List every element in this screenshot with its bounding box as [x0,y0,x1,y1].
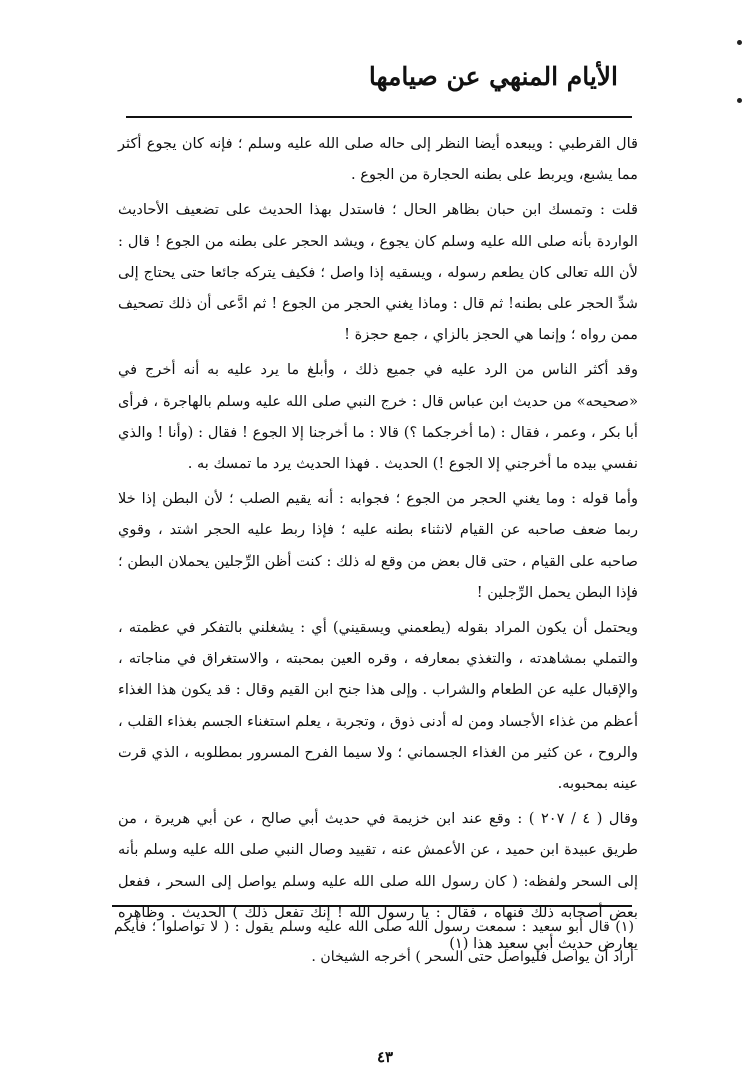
paragraph: قلت : وتمسك ابن حبان بظاهر الحال ؛ فاستدل بهذا الحديث على تضعيف الأحاديث الواردة بأنه صلى الله عليه وسلم كان يجوع ، ويشد الحجر على بطنه من الجوع ! قال : لأن الله تعالى كان يطعم رسوله ، ويسقيه إذا واصل ؛ فكيف يتركه جائعا حتى يحتاج إلى شدِّ الحجر على بطنه! ثم قال : وماذا يغني الحجر من الجوع ! ثم ادَّعى أن ذلك تصحيف ممن رواه ؛ وإنما هي الحجز بالزاي ، جمع حجزة ! [118,201,638,344]
page-header-title: الأيام المنهي عن صيامها [368,62,618,91]
paragraph: ويحتمل أن يكون المراد بقوله (يطعمني ويسقيني) أي : يشغلني بالتفكر في عظمته ، والتملي بمشاهدته ، والتغذي بمعارفه ، وقره العين بمحبته ، والاستغراق في مناجاته ، والإقبال عليه عن الطعام والشراب . وإلى هذا جنح ابن القيم وقال : قد يكون هذا الغذاء أعظم من غذاء الأجساد ومن له أدنى ذوق ، وتجربة ، يعلم استغناء الجسم بغذاء القلب ، والروح ، عن كثير من الغذاء الجسماني ؛ ولا سيما الفرح المسرور بمطلوبه ، الذي قرت عينه بمحبوبه. [118,619,638,793]
paragraph: قال القرطبي : ويبعده أيضا النظر إلى حاله صلى الله عليه وسلم ؛ فإنه كان يجوع أكثر مما يشبع، ويربط على بطنه الحجارة من الجوع . [118,135,638,184]
footnote: (١) قال أبو سعيد : سمعت رسول الله صلى الله عليه وسلم يقول : ( لا تواصلوا ؛ فأيكم أراد أن يواصل فليواصل حتى السحر ) أخرجه الشيخان . [114,919,634,965]
main-text [118,128,638,963]
paragraph: وأما قوله : وما يغني الحجر من الجوع ؛ فجوابه : أنه يقيم الصلب ؛ لأن البطن إذا خلا ربما ضعف صاحبه عن القيام لانثناء بطنه عليه ؛ فإذا ربط عليه الحجر اشتد ، وقوي صاحبه على القيام ، حتى قال بعض من وقع له ذلك : كنت أظن الرِّجلين يحملان البطن ؛ فإذا البطن يحمل الرِّجلين ! [118,490,638,601]
margin-speck [737,98,742,103]
paragraph: وقد أكثر الناس من الرد عليه في جميع ذلك ، وأبلغ ما يرد عليه به أنه أخرج في «صحيحه» من حديث ابن عباس قال : خرج النبي صلى الله عليه وسلم بالهاجرة ، فرأى أبا بكر ، وعمر ، فقال : (ما أخرجكما ؟) قالا : ما أخرجنا إلا الجوع ! فقال : (وأنا ! والذي نفسي بيده ما أخرجني إلا الجوع !) الحديث . فهذا الحديث يرد ما تمسك به . [118,361,638,473]
margin-speck [737,40,742,45]
page-number: ٤٣ [376,1048,394,1066]
paragraph: وقال ( ٤ / ٢٠٧ ) : وقع عند ابن خزيمة في حديث أبي صالح ، عن أبي هريرة ، من طريق عبيدة ابن حميد ، عن الأعمش عنه ، تقييد وصال النبي صلى الله عليه وسلم بأنه إلى السحر ولفظه: ( كان رسول الله صلى الله عليه وسلم يواصل إلى السحر ، ففعل بعض أصحابه ذلك فنهاه ، فقال : يا رسول الله ! إنك تفعل ذلك ) الحديث . وظاهره يعارض حديث أبي سعيد هذا (١) [118,810,639,953]
header-divider [126,116,632,118]
footnote-divider [112,905,632,907]
